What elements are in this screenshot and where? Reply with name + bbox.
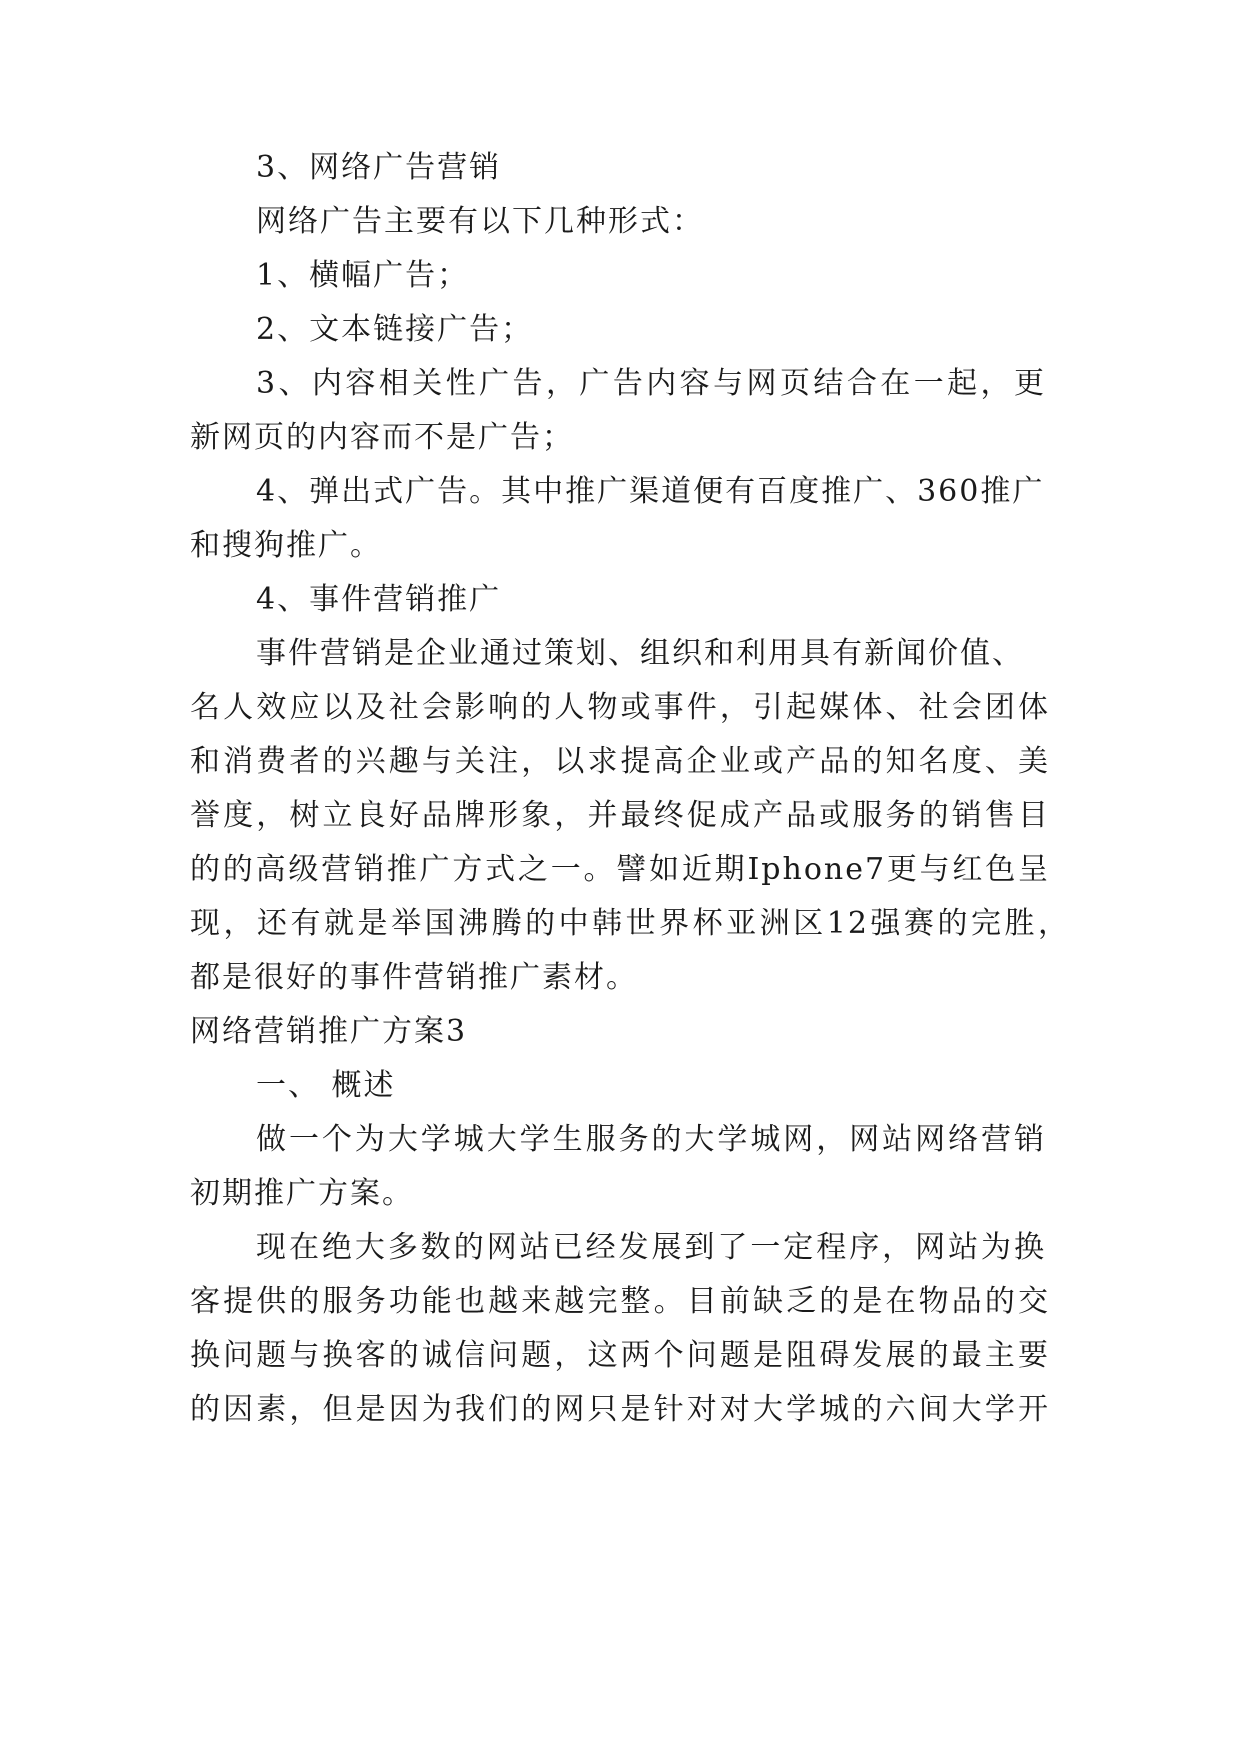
text-line: 现在绝大多数的网站已经发展到了一定程序，网站为换 (256, 1230, 1046, 1265)
text-line: 客提供的服务功能也越来越完整。目前缺乏的是在物品的交 (190, 1284, 1050, 1319)
text-line: 誉度，树立良好品牌形象，并最终促成产品或服务的销售目 (190, 798, 1050, 833)
text-line: 2、文本链接广告； (256, 312, 534, 347)
text-line: 4、事件营销推广 (256, 582, 502, 617)
text-line: 的因素，但是因为我们的网只是针对对大学城的六间大学开 (190, 1392, 1050, 1427)
text-line: 和消费者的兴趣与关注，以求提高企业或产品的知名度、美 (190, 744, 1050, 779)
text-line: 做一个为大学城大学生服务的大学城网，网站网络营销 (256, 1122, 1046, 1157)
text-line: 网络广告主要有以下几种形式： (256, 204, 704, 239)
text-line: 换问题与换客的诚信问题，这两个问题是阻碍发展的最主要 (190, 1338, 1050, 1373)
text-line: 事件营销是企业通过策划、组织和利用具有新闻价值、 (256, 636, 1024, 671)
text-line: 3、网络广告营销 (256, 150, 502, 185)
text-line: 和搜狗推广。 (190, 528, 382, 563)
text-line: 的的高级营销推广方式之一。譬如近期Iphone7更与红色呈 (190, 852, 1050, 887)
subsection-heading: 一、 概述 (256, 1068, 396, 1103)
section-heading: 网络营销推广方案3 (190, 1014, 468, 1049)
text-line: 4、弹出式广告。其中推广渠道便有百度推广、360推广 (256, 474, 1045, 509)
text-line: 新网页的内容而不是广告； (190, 420, 574, 455)
text-line: 名人效应以及社会影响的人物或事件，引起媒体、社会团体 (190, 690, 1050, 725)
text-line: 现，还有就是举国沸腾的中韩世界杯亚洲区12强赛的完胜， (190, 906, 1070, 941)
text-line: 3、内容相关性广告，广告内容与网页结合在一起，更 (256, 366, 1046, 401)
text-line: 初期推广方案。 (190, 1176, 414, 1211)
text-line: 1、横幅广告； (256, 258, 470, 293)
text-line: 都是很好的事件营销推广素材。 (190, 960, 638, 995)
